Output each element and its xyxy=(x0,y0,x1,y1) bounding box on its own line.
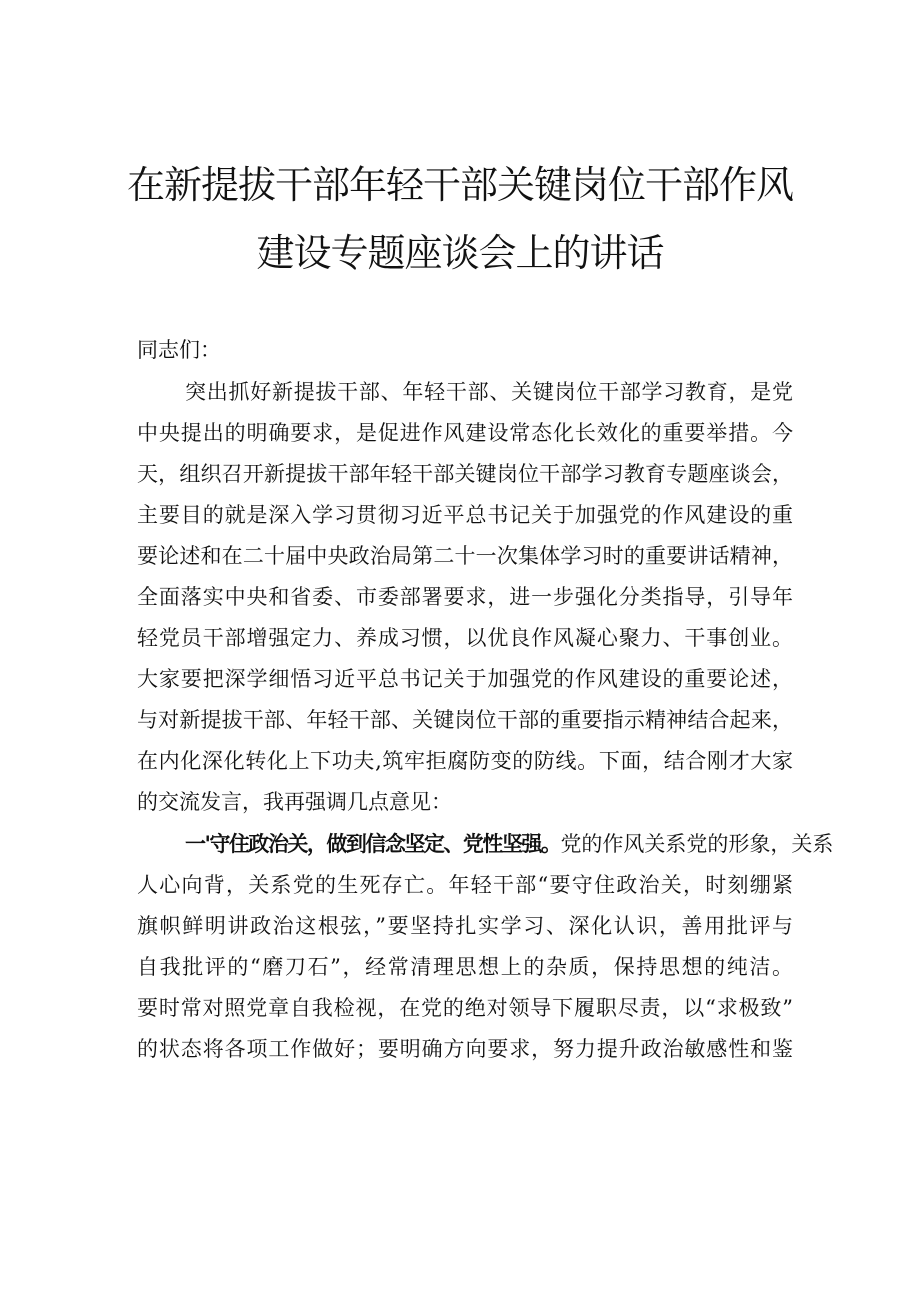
paragraph-line: 全面落实中央和省委、市委部署要求，进一步强化分类指导，引导年 xyxy=(137,585,793,609)
paragraph-line: 大家要把深学细悟习近平总书记关于加强党的作风建设的重要论述， xyxy=(137,667,793,691)
section-1-heading: 一'守住政治关，做到信念坚定、党性坚强。 xyxy=(185,832,561,856)
paragraph-line: 天，组织召开新提拔干部年轻干部关键岗位干部学习教育专题座谈会， xyxy=(137,462,793,486)
section-1-first-line xyxy=(185,832,834,856)
document-title-line-2: 建设专题座谈会上的讲话 xyxy=(256,231,664,275)
paragraph-line: 轻党员干部增强定力、养成习惯，以优良作风凝心聚力、干事创业。 xyxy=(137,626,793,650)
paragraph-line: 人心向背，关系党的生死存亡。年轻干部“要守住政治关，时刻绷紧 xyxy=(137,873,793,897)
section-1-first-line-text: 党的作风关系党的形象，关系 xyxy=(560,832,834,856)
paragraph-line: 突出抓好新提拔干部、年轻干部、关键岗位干部学习教育，是党 xyxy=(185,380,793,404)
paragraph-line: 的交流发言，我再强调几点意见： xyxy=(137,790,452,814)
paragraph-line: 要论述和在二十届中央政治局第二十一次集体学习时的重要讲话精神， xyxy=(137,544,793,568)
paragraph-line: 的状态将各项工作做好；要明确方向要求，努力提升政治敏感性和鉴 xyxy=(137,1037,793,1061)
paragraph-line: 与对新提拔干部、年轻干部、关键岗位干部的重要指示精神结合起来， xyxy=(137,708,793,732)
paragraph-line: 主要目的就是深入学习贯彻习近平总书记关于加强党的作风建设的重 xyxy=(137,503,793,527)
paragraph-line: 要时常对照党章自我检视，在党的绝对领导下履职尽责，以“求极致” xyxy=(137,996,793,1020)
salutation: 同志们： xyxy=(137,338,221,362)
document-title-line-1: 在新提拔干部年轻干部关键岗位干部作风 xyxy=(126,163,793,207)
paragraph-line: 旗帜鲜明讲政治这根弦，”要坚持扎实学习、深化认识，善用批评与 xyxy=(137,914,793,938)
paragraph-line: 自我批评的“磨刀石”，经常清理思想上的杂质，保持思想的纯洁。 xyxy=(137,955,793,979)
paragraph-line: 在内化深化转化上下功夫,筑牢拒腐防变的防线。下面，结合刚才大家 xyxy=(137,749,793,773)
paragraph-line: 中央提出的明确要求，是促进作风建设常态化长效化的重要举措。今 xyxy=(137,421,793,445)
